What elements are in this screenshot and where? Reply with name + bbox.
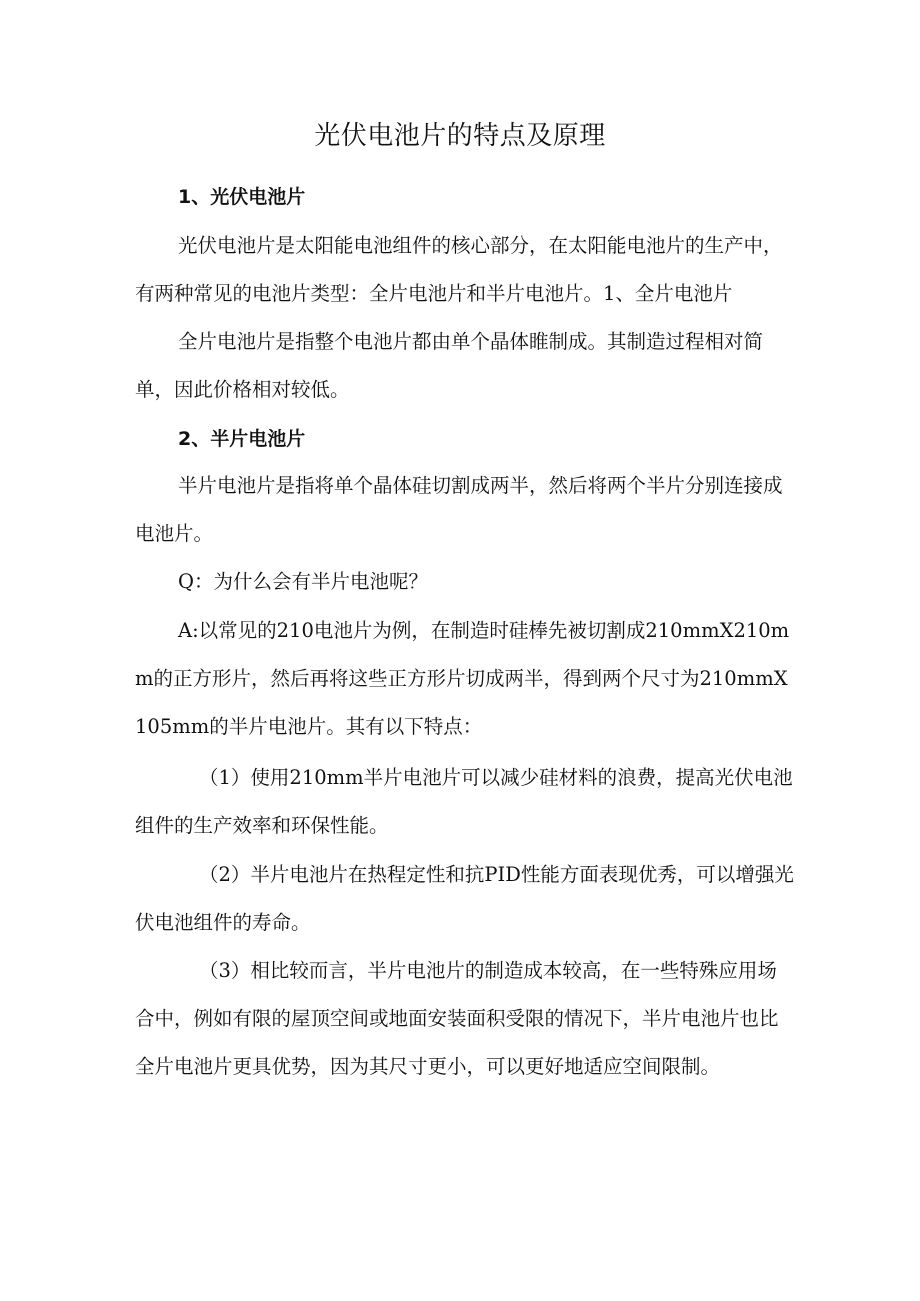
section-heading-half-cell: 2、半片电池片 [178, 428, 306, 450]
document-title: 光伏电池片的特点及原理 [314, 121, 606, 151]
paragraph-question: Q：为什么会有半片电池呢？ [178, 570, 428, 593]
paragraph-full-cell: 全片电池片是指整个电池片都由单个晶体睢制成。其制造过程相对简单，因此价格相对较低。 [135, 330, 764, 401]
paragraph-feature-1: （1）使用210mm半片电池片可以减少硅材料的浪费，提高光伏电池组件的生产效率和环保性能。 [135, 766, 793, 837]
paragraph-feature-2: （2）半片电池片在热程定性和抗PID性能方面表现优秀，可以增强光伏电池组件的寿命。 [135, 863, 794, 934]
paragraph-answer: A:以常见的210电池片为例，在制造时硅棒先被切割成210mmX210mm的正方形片，然后再将这些正方形片切成两半，得到两个尺寸为210mmX105mm的半片电池片。其有以下特点： [135, 619, 790, 738]
section-heading-full-cell: 1、光伏电池片 [178, 186, 306, 208]
paragraph-feature-3: （3）相比较而言，半片电池片的制造成本较高，在一些特殊应用场合中，例如有限的屋顶空间或地面安装面积受限的情况下，半片电池片也比全片电池片更具优势，因为其尺寸更小，可以更好地适应空间限制。 [135, 959, 779, 1078]
paragraph-intro: 光伏电池片是太阳能电池组件的核心部分，在太阳能电池片的生产中，有两种常见的电池片类型：全片电池片和半片电池片。1、全片电池片 [135, 234, 783, 305]
paragraph-half-cell: 半片电池片是指将单个晶体硅切割成两半，然后将两个半片分别连接成电池片。 [135, 474, 783, 545]
